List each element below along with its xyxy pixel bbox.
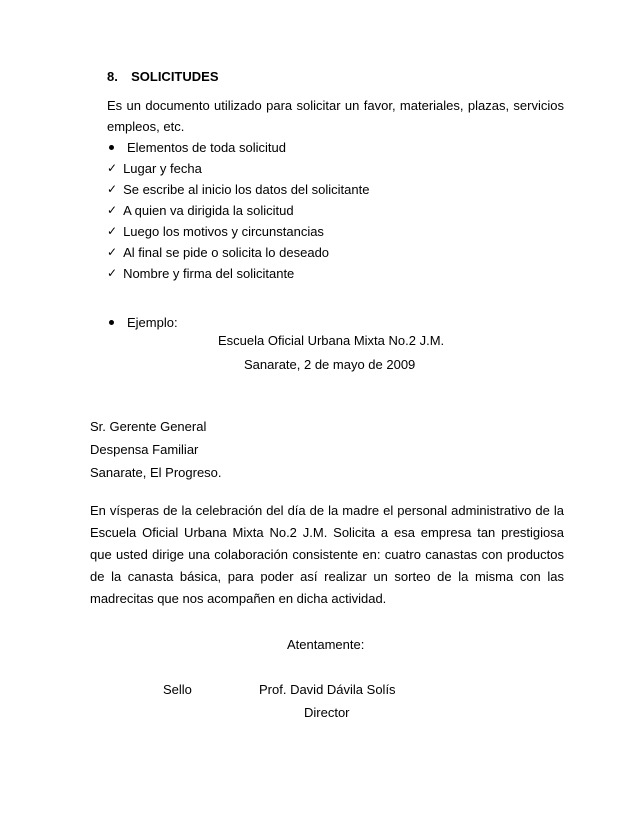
list-item — [107, 221, 324, 241]
checkmark-icon: ✓ — [107, 224, 118, 238]
list-item — [107, 158, 202, 178]
checkmark-icon: ✓ — [107, 245, 118, 259]
example-label: Ejemplo: — [127, 314, 178, 330]
checkmark-icon: ✓ — [107, 266, 118, 280]
recipient-line-1: Sr. Gerente General — [90, 419, 207, 434]
signer-name: Prof. David Dávila Solís — [259, 682, 396, 697]
list-item-label: Nombre y firma del solicitante — [123, 265, 295, 281]
recipient-line-2: Despensa Familiar — [90, 442, 199, 457]
checkmark-icon: ✓ — [107, 182, 118, 196]
recipient-line-3: Sanarate, El Progreso. — [90, 465, 222, 480]
section-title: SOLICITUDES — [131, 69, 219, 84]
list-item-label: Elementos de toda solicitud — [127, 139, 286, 155]
section-number: 8. — [107, 69, 118, 84]
list-item — [107, 200, 294, 220]
list-item-label: Lugar y fecha — [123, 160, 202, 176]
list-item — [107, 179, 369, 199]
signer-title: Director — [304, 705, 350, 720]
closing-salutation: Atentamente: — [287, 637, 365, 652]
place-date: Sanarate, 2 de mayo de 2009 — [244, 357, 416, 372]
checkmark-icon: ✓ — [107, 203, 118, 217]
seal-label: Sello — [163, 682, 192, 697]
bullet-dot-icon — [109, 145, 114, 150]
list-item-label: Luego los motivos y circunstancias — [123, 223, 324, 239]
list-item — [107, 263, 294, 283]
checkmark-icon: ✓ — [107, 161, 118, 175]
bullet-dot-icon — [109, 320, 114, 325]
school-name: Escuela Oficial Urbana Mixta No.2 J.M. — [218, 333, 445, 348]
list-item-label: A quien va dirigida la solicitud — [123, 202, 294, 218]
list-item-elements — [107, 137, 286, 157]
letter-body: En vísperas de la celebración del día de la madre el personal administrativo de la Escuela Oficial Urbana Mixta No.2 J.M. Solicita a esa empresa tan prestigiosa que usted dirige una colaboración consistente en: cuatro canastas con productos de la canasta básica, para poder así realizar un sorteo de la misma con las madrecitas que nos acompañen en dicha actividad. — [90, 503, 564, 606]
list-item — [107, 242, 329, 262]
section-heading — [107, 69, 219, 84]
example-label-item — [107, 312, 178, 332]
list-item-label: Se escribe al inicio los datos del solicitante — [123, 181, 370, 197]
section-intro: Es un documento utilizado para solicitar un favor, materiales, plazas, servicios empleos, etc. — [107, 98, 564, 134]
list-item-label: Al final se pide o solicita lo deseado — [123, 244, 330, 260]
